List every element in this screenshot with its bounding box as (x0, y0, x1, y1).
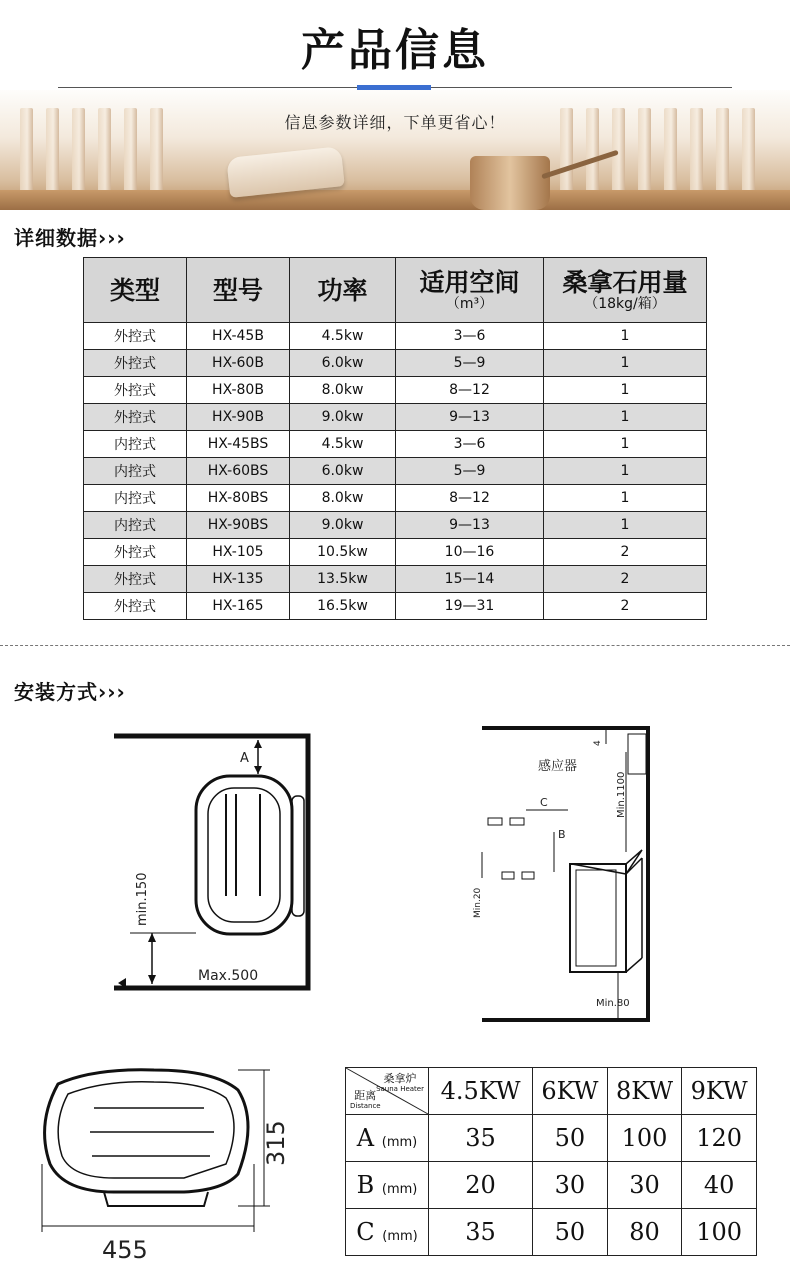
ladle-icon (541, 150, 619, 179)
sensor-diagram (468, 722, 658, 1024)
spec-cell: 2 (544, 566, 707, 593)
spec-cell: HX-165 (187, 593, 290, 620)
spec-cell: 1 (544, 512, 707, 539)
header-stones-unit: （18kg/箱） (584, 295, 666, 312)
label-a: A (240, 751, 249, 766)
spec-cell: 13.5kw (290, 566, 396, 593)
spec-section-title: 详细数据››› (14, 226, 126, 250)
cell: 35 (429, 1209, 533, 1256)
spec-cell: 2 (544, 539, 707, 566)
banner-text: 信息参数详细，下单更省心！ (284, 113, 506, 132)
corner-distance-label: 距离 Distance (350, 1089, 381, 1110)
spec-cell: 1 (544, 350, 707, 377)
label-sensor: 感应器 (538, 759, 578, 774)
spec-cell: 1 (544, 458, 707, 485)
spec-cell: 外控式 (84, 323, 187, 350)
spec-cell: HX-80B (187, 377, 290, 404)
col-6kw: 6KW (533, 1068, 608, 1115)
spec-cell: HX-45B (187, 323, 290, 350)
spec-cell: 外控式 (84, 404, 187, 431)
spec-cell: 4.5kw (290, 323, 396, 350)
label-c: C (540, 796, 548, 809)
header-stones: 桑拿石用量 （18kg/箱） (544, 258, 707, 323)
spec-row (84, 593, 707, 620)
label-b: B (558, 828, 566, 841)
label-top-dim: 4 (593, 740, 603, 746)
spec-cell: 外控式 (84, 377, 187, 404)
spec-cell: 外控式 (84, 350, 187, 377)
cell: 35 (429, 1115, 533, 1162)
sauna-banner-image (0, 90, 790, 210)
col-8kw: 8KW (607, 1068, 682, 1115)
spec-cell: 15—14 (396, 566, 544, 593)
distance-row-a (346, 1115, 757, 1162)
header-power: 功率 (290, 258, 396, 323)
spec-cell: 6.0kw (290, 458, 396, 485)
spec-row (84, 377, 707, 404)
label-width-455: 455 (102, 1236, 148, 1264)
spec-cell: HX-135 (187, 566, 290, 593)
spec-cell: HX-90BS (187, 512, 290, 539)
spec-cell: 5—9 (396, 458, 544, 485)
spec-cell: 1 (544, 377, 707, 404)
spec-cell: 5—9 (396, 350, 544, 377)
spec-cell: 1 (544, 431, 707, 458)
label-min1100: Min.1100 (616, 771, 627, 818)
spec-cell: 9—13 (396, 512, 544, 539)
spec-cell: HX-105 (187, 539, 290, 566)
row-label-a: A (mm) (346, 1115, 429, 1162)
col-9kw: 9KW (682, 1068, 757, 1115)
spec-cell: 内控式 (84, 485, 187, 512)
spec-cell: 3—6 (396, 323, 544, 350)
spec-cell: 10—16 (396, 539, 544, 566)
spec-cell: 9—13 (396, 404, 544, 431)
header-space-unit: （m³） (445, 295, 494, 312)
spec-cell: 19—31 (396, 593, 544, 620)
cell: 100 (682, 1209, 757, 1256)
spec-cell: 1 (544, 404, 707, 431)
spec-cell: HX-60BS (187, 458, 290, 485)
cell: 40 (682, 1162, 757, 1209)
cell: 50 (533, 1115, 608, 1162)
spec-row (84, 323, 707, 350)
header-space: 适用空间 （m³） (396, 258, 544, 323)
spec-cell: 9.0kw (290, 404, 396, 431)
distance-row-b (346, 1162, 757, 1209)
spec-row (84, 485, 707, 512)
spec-cell: 8.0kw (290, 377, 396, 404)
label-height-315: 315 (262, 1120, 290, 1166)
header-model: 型号 (187, 258, 290, 323)
spec-cell: 9.0kw (290, 512, 396, 539)
spec-table (83, 257, 707, 620)
heater-dimension-diagram (34, 1064, 290, 1264)
label-min20: Min.20 (473, 887, 483, 918)
distance-header-row (346, 1068, 757, 1115)
spec-cell: 外控式 (84, 539, 187, 566)
spec-row (84, 404, 707, 431)
spec-row (84, 566, 707, 593)
spec-cell: 2 (544, 593, 707, 620)
spec-cell: HX-90B (187, 404, 290, 431)
wall-mount-diagram (108, 728, 318, 1018)
row-label-b: B (mm) (346, 1162, 429, 1209)
spec-cell: HX-60B (187, 350, 290, 377)
spec-cell: 16.5kw (290, 593, 396, 620)
cell: 50 (533, 1209, 608, 1256)
cell: 100 (607, 1115, 682, 1162)
page-title: 产品信息 (301, 25, 489, 76)
cell: 30 (607, 1162, 682, 1209)
spec-cell: HX-80BS (187, 485, 290, 512)
spec-row (84, 539, 707, 566)
distance-row-c (346, 1209, 757, 1256)
spec-cell: HX-45BS (187, 431, 290, 458)
spec-cell: 3—6 (396, 431, 544, 458)
install-section-title: 安装方式››› (14, 680, 126, 704)
label-max500: Max.500 (198, 968, 259, 984)
spec-row (84, 350, 707, 377)
spec-cell: 4.5kw (290, 431, 396, 458)
section-divider (0, 645, 790, 646)
spec-cell: 8—12 (396, 377, 544, 404)
cell: 30 (533, 1162, 608, 1209)
col-4-5kw: 4.5KW (429, 1068, 533, 1115)
spec-cell: 1 (544, 323, 707, 350)
spec-cell: 内控式 (84, 431, 187, 458)
label-min150: min.150 (135, 872, 150, 926)
spec-cell: 10.5kw (290, 539, 396, 566)
cell: 80 (607, 1209, 682, 1256)
spec-cell: 内控式 (84, 458, 187, 485)
spec-row (84, 431, 707, 458)
bucket-icon (470, 156, 550, 210)
spec-cell: 内控式 (84, 512, 187, 539)
spec-row (84, 512, 707, 539)
distance-corner-cell (346, 1068, 429, 1115)
spec-cell: 8—12 (396, 485, 544, 512)
spec-row (84, 458, 707, 485)
header-type: 类型 (84, 258, 187, 323)
row-label-c: C (mm) (346, 1209, 429, 1256)
cell: 120 (682, 1115, 757, 1162)
cell: 20 (429, 1162, 533, 1209)
spec-cell: 1 (544, 485, 707, 512)
spec-cell: 8.0kw (290, 485, 396, 512)
spec-cell: 外控式 (84, 566, 187, 593)
spec-cell: 6.0kw (290, 350, 396, 377)
spec-cell: 外控式 (84, 593, 187, 620)
spec-table-header (84, 258, 707, 323)
corner-heater-label: 桑拿炉 Sauna Heater (376, 1072, 424, 1093)
label-min80: Min.80 (596, 998, 630, 1009)
distance-table (345, 1067, 757, 1256)
